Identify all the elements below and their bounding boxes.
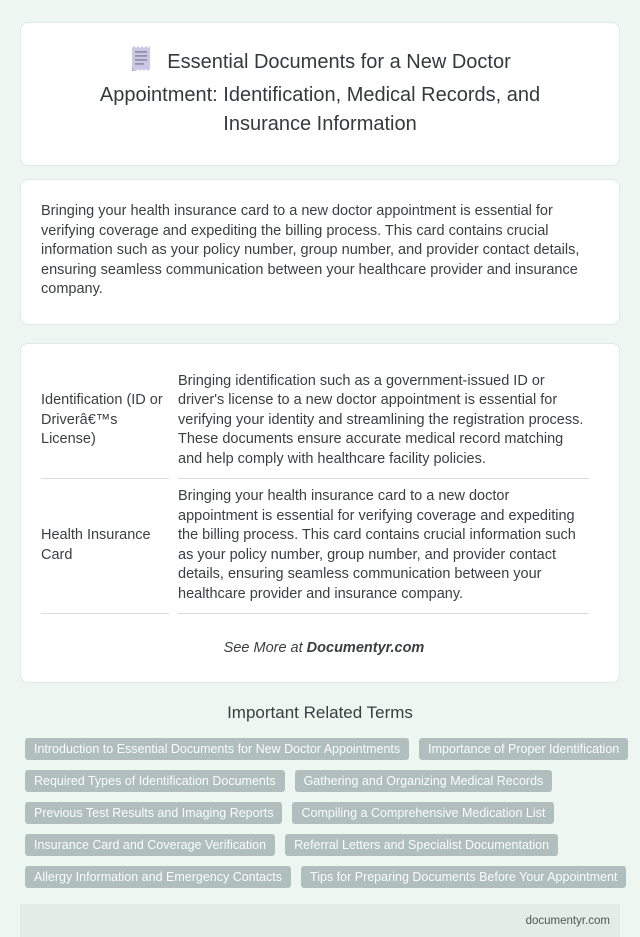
receipt-icon — [129, 45, 153, 81]
page-title-line-1 — [49, 45, 591, 81]
document-name-cell: Health Insurance Card — [41, 479, 169, 614]
see-more-prefix: See More at — [223, 640, 307, 656]
related-term-tag[interactable]: Insurance Card and Coverage Verification — [25, 834, 275, 856]
related-terms-row — [25, 770, 620, 792]
related-terms-row — [25, 738, 620, 760]
documents-table-card — [20, 343, 620, 684]
intro-card — [20, 179, 620, 325]
table-row — [41, 479, 589, 614]
document-description-cell: Bringing identification such as a government-issued ID or driver's license to a new doctor appointment is essential for verifying your identity and streamlining the registration process. These documents ensure accurate medical record matching and help comply with healthcare facility policies. — [178, 364, 589, 480]
related-term-tag[interactable]: Introduction to Essential Documents for New Doctor Appointments — [25, 738, 409, 760]
related-term-tag[interactable]: Referral Letters and Specialist Documentation — [285, 834, 558, 856]
table-row — [41, 364, 589, 480]
documents-table — [32, 364, 598, 615]
see-more-site-link[interactable]: Documentyr.com — [306, 640, 425, 656]
page-title-line-3: Insurance Information — [223, 113, 417, 135]
page-title-text-1: Essential Documents for a New Doctor — [167, 51, 511, 73]
title-card — [20, 22, 620, 166]
related-terms-list — [0, 738, 640, 888]
document-description-cell: Bringing your health insurance card to a new doctor appointment is essential for verifying coverage and expediting the billing process. This card contains crucial information such as your policy number, group number, and provider contact details, ensuring seamless communication between your healthcare provider and insurance company. — [178, 479, 589, 614]
related-term-tag[interactable]: Gathering and Organizing Medical Records — [295, 770, 553, 792]
related-term-tag[interactable]: Required Types of Identification Documents — [25, 770, 285, 792]
document-name-cell: Identification (ID or Driverâ€™s License) — [41, 364, 169, 480]
footer-bar — [20, 904, 620, 937]
related-terms-row — [25, 834, 620, 856]
related-term-tag[interactable]: Allergy Information and Emergency Contacts — [25, 866, 291, 888]
see-more-line — [41, 640, 607, 656]
related-term-tag[interactable]: Tips for Preparing Documents Before Your Appointment — [301, 866, 626, 888]
footer-site-text: documentyr.com — [525, 914, 610, 927]
related-term-tag[interactable]: Compiling a Comprehensive Medication List — [292, 802, 554, 824]
related-term-tag[interactable]: Importance of Proper Identification — [419, 738, 628, 760]
intro-paragraph: Bringing your health insurance card to a new doctor appointment is essential for verifying coverage and expediting the billing process. This card contains crucial information such as your policy number, group number, and provider contact details, ensuring seamless communication between your healthcare provider and insurance company. — [41, 203, 580, 297]
page-title-line-2: Appointment: Identification, Medical Records, and — [99, 84, 541, 106]
related-term-tag[interactable]: Previous Test Results and Imaging Reports — [25, 802, 282, 824]
related-terms-row — [25, 802, 620, 824]
related-terms-row — [25, 866, 620, 888]
related-terms-heading: Important Related Terms — [227, 703, 413, 722]
